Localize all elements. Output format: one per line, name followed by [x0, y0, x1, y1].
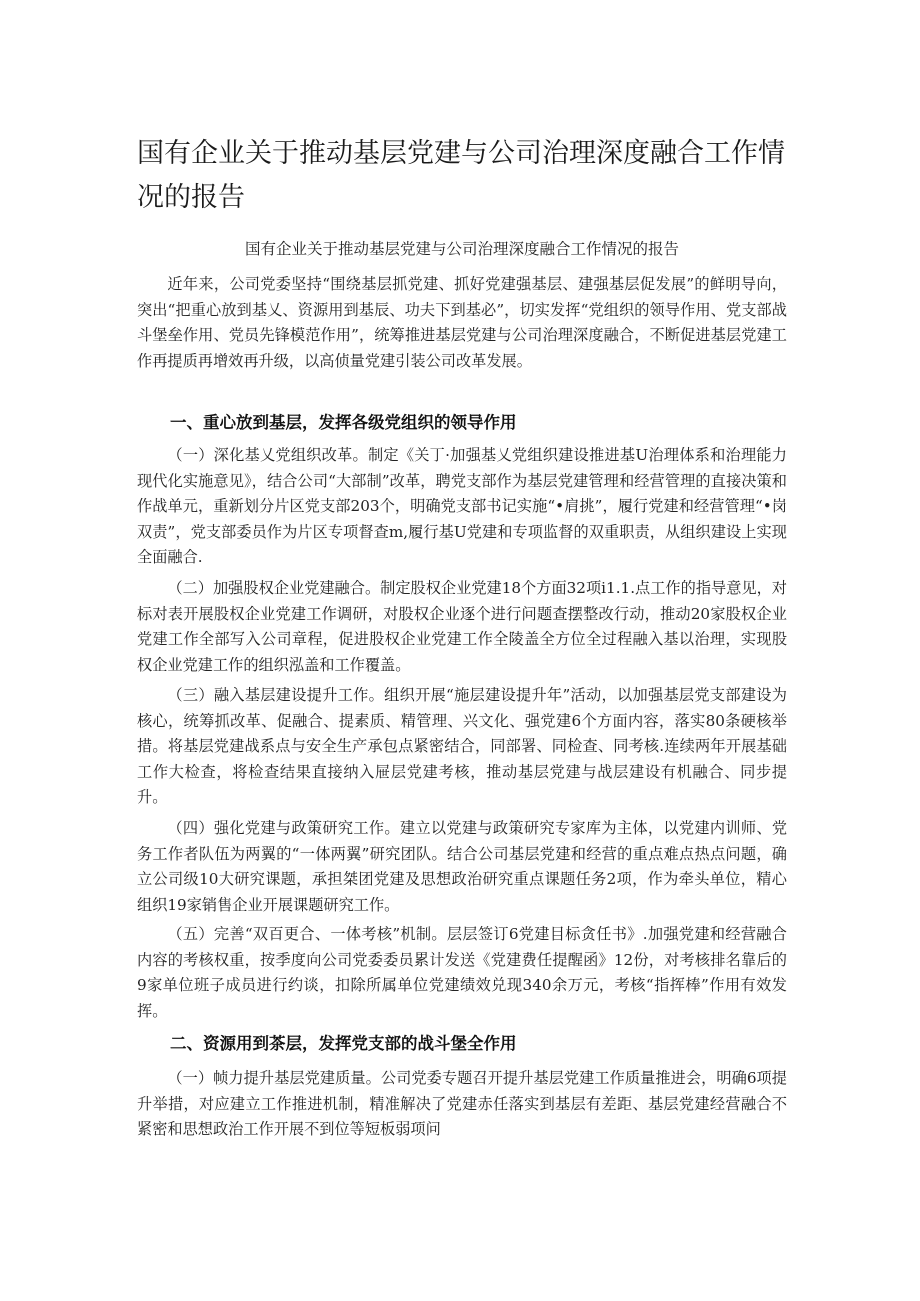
- section-1-heading: 一、重心放到基层，发挥各级党组织的领导作用: [170, 413, 517, 432]
- section-1-paragraph-5: （五）完善“双百更合、一体考核”机制。层层签订6党建目标贪任书》.加强党建和经营融合内容的考核权重，按季度向公司党委委员累计发送《党建费任提醒函》12份，对考核排名靠后的9家单位班子成员进行约谈，扣除所属单位党建绩效兑现340余万元，考核“指挥棒”作用有效发挥。: [137, 925, 787, 1020]
- section-2-paragraph-1: （一）帧力提升基层党建质量。公司党委专题召开提升基层党建工作质量推进会，明确6项提升举措，对应建立工作推进机制，精准解决了党建赤任落实到基层有差距、基层党建经营融合不紧密和思想政治工作开展不到位等短板弱项问: [137, 1069, 787, 1139]
- section-1-paragraph-3: （三）融入基层建设提升工作。组织开展“施层建设提升年”活动，以加强基层党支部建设为核心，统筹抓改革、促融合、提素质、精管理、兴文化、强党建6个方面内容，落实80条硬核举措。将基层党建战系点与安全生产承包点紧密结合，同部署、同检查、同考核.连续两年开展基础工作大检查，将检查结果直接纳入屉层党建考核，推动基层党建与战层建设有机融合、同步提升。: [137, 686, 787, 807]
- intro-paragraph: 近年来，公司党委坚持“围绕基层抓党建、抓好党建强基层、建强基层促发展”的鲜明导向，突出“把重心放到基乂、资源用到基辰、功夫下到基必”，切实发挥“党组织的领导作用、党支部战斗堡垒作用、党员先锋模范作用”，统筹推进基层党建与公司治理深度融合，不断促进基层党建工作再提质再增效再升级，以高侦量党建引装公司改革发展。: [137, 275, 787, 370]
- section-1-paragraph-1: （一）深化基乂党组织改革。制定《关丁·加强基乂党组织建设推进基U治理体系和治理能力现代化实施意见》，结合公司“大部制”改革，聘党支部作为基层党建管理和经营管理的直接决策和作战单元，重新划分片区党支部203个，明确党支部书记实施“•肩挑”，履行党建和经营管理“•岗双责”，党支部委员作为片区专项督查m,履行基U党建和专项监督的双重职责，从组织建设上实现全面融合.: [137, 446, 787, 567]
- section-1-paragraph-4: （四）强化党建与政策研究工作。建立以党建与政策研究专家库为主体，以党建内训师、党务工作者队伍为两翼的“一体两翼”研究团队。结合公司基层党建和经营的重点难点热点问题，确立公司级10大研究课题，承担桀团党建及思想政治研究重点课题任务2项，作为牵头单位，精心组织19家销售企业开展课题研究工作。: [137, 819, 787, 914]
- document-title: 国有企业关于推动基层党建与公司治理深度融合工作情况的报告: [137, 138, 785, 213]
- document-subtitle: 国有企业关于推动基层党建与公司治理深度融合工作情况的报告: [244, 240, 679, 258]
- section-1-paragraph-2: （二）加强股权企业党建融合。制定股权企业党建18个方面32项i1.1.点工作的指导意见，对标对表开展股权企业党建工作调研，对股权企业逐个进行问题查摆整改行动，推动20家股权企业党建工作全部写入公司章程，促进股权企业党建工作全陵盖全方位全过程融入基以治理，实现股权企业党建工作的组织泓盖和工作覆盖。: [137, 579, 787, 674]
- section-2-heading: 二、资源用到茶层，发挥党支部的战斗堡全作用: [170, 1034, 517, 1053]
